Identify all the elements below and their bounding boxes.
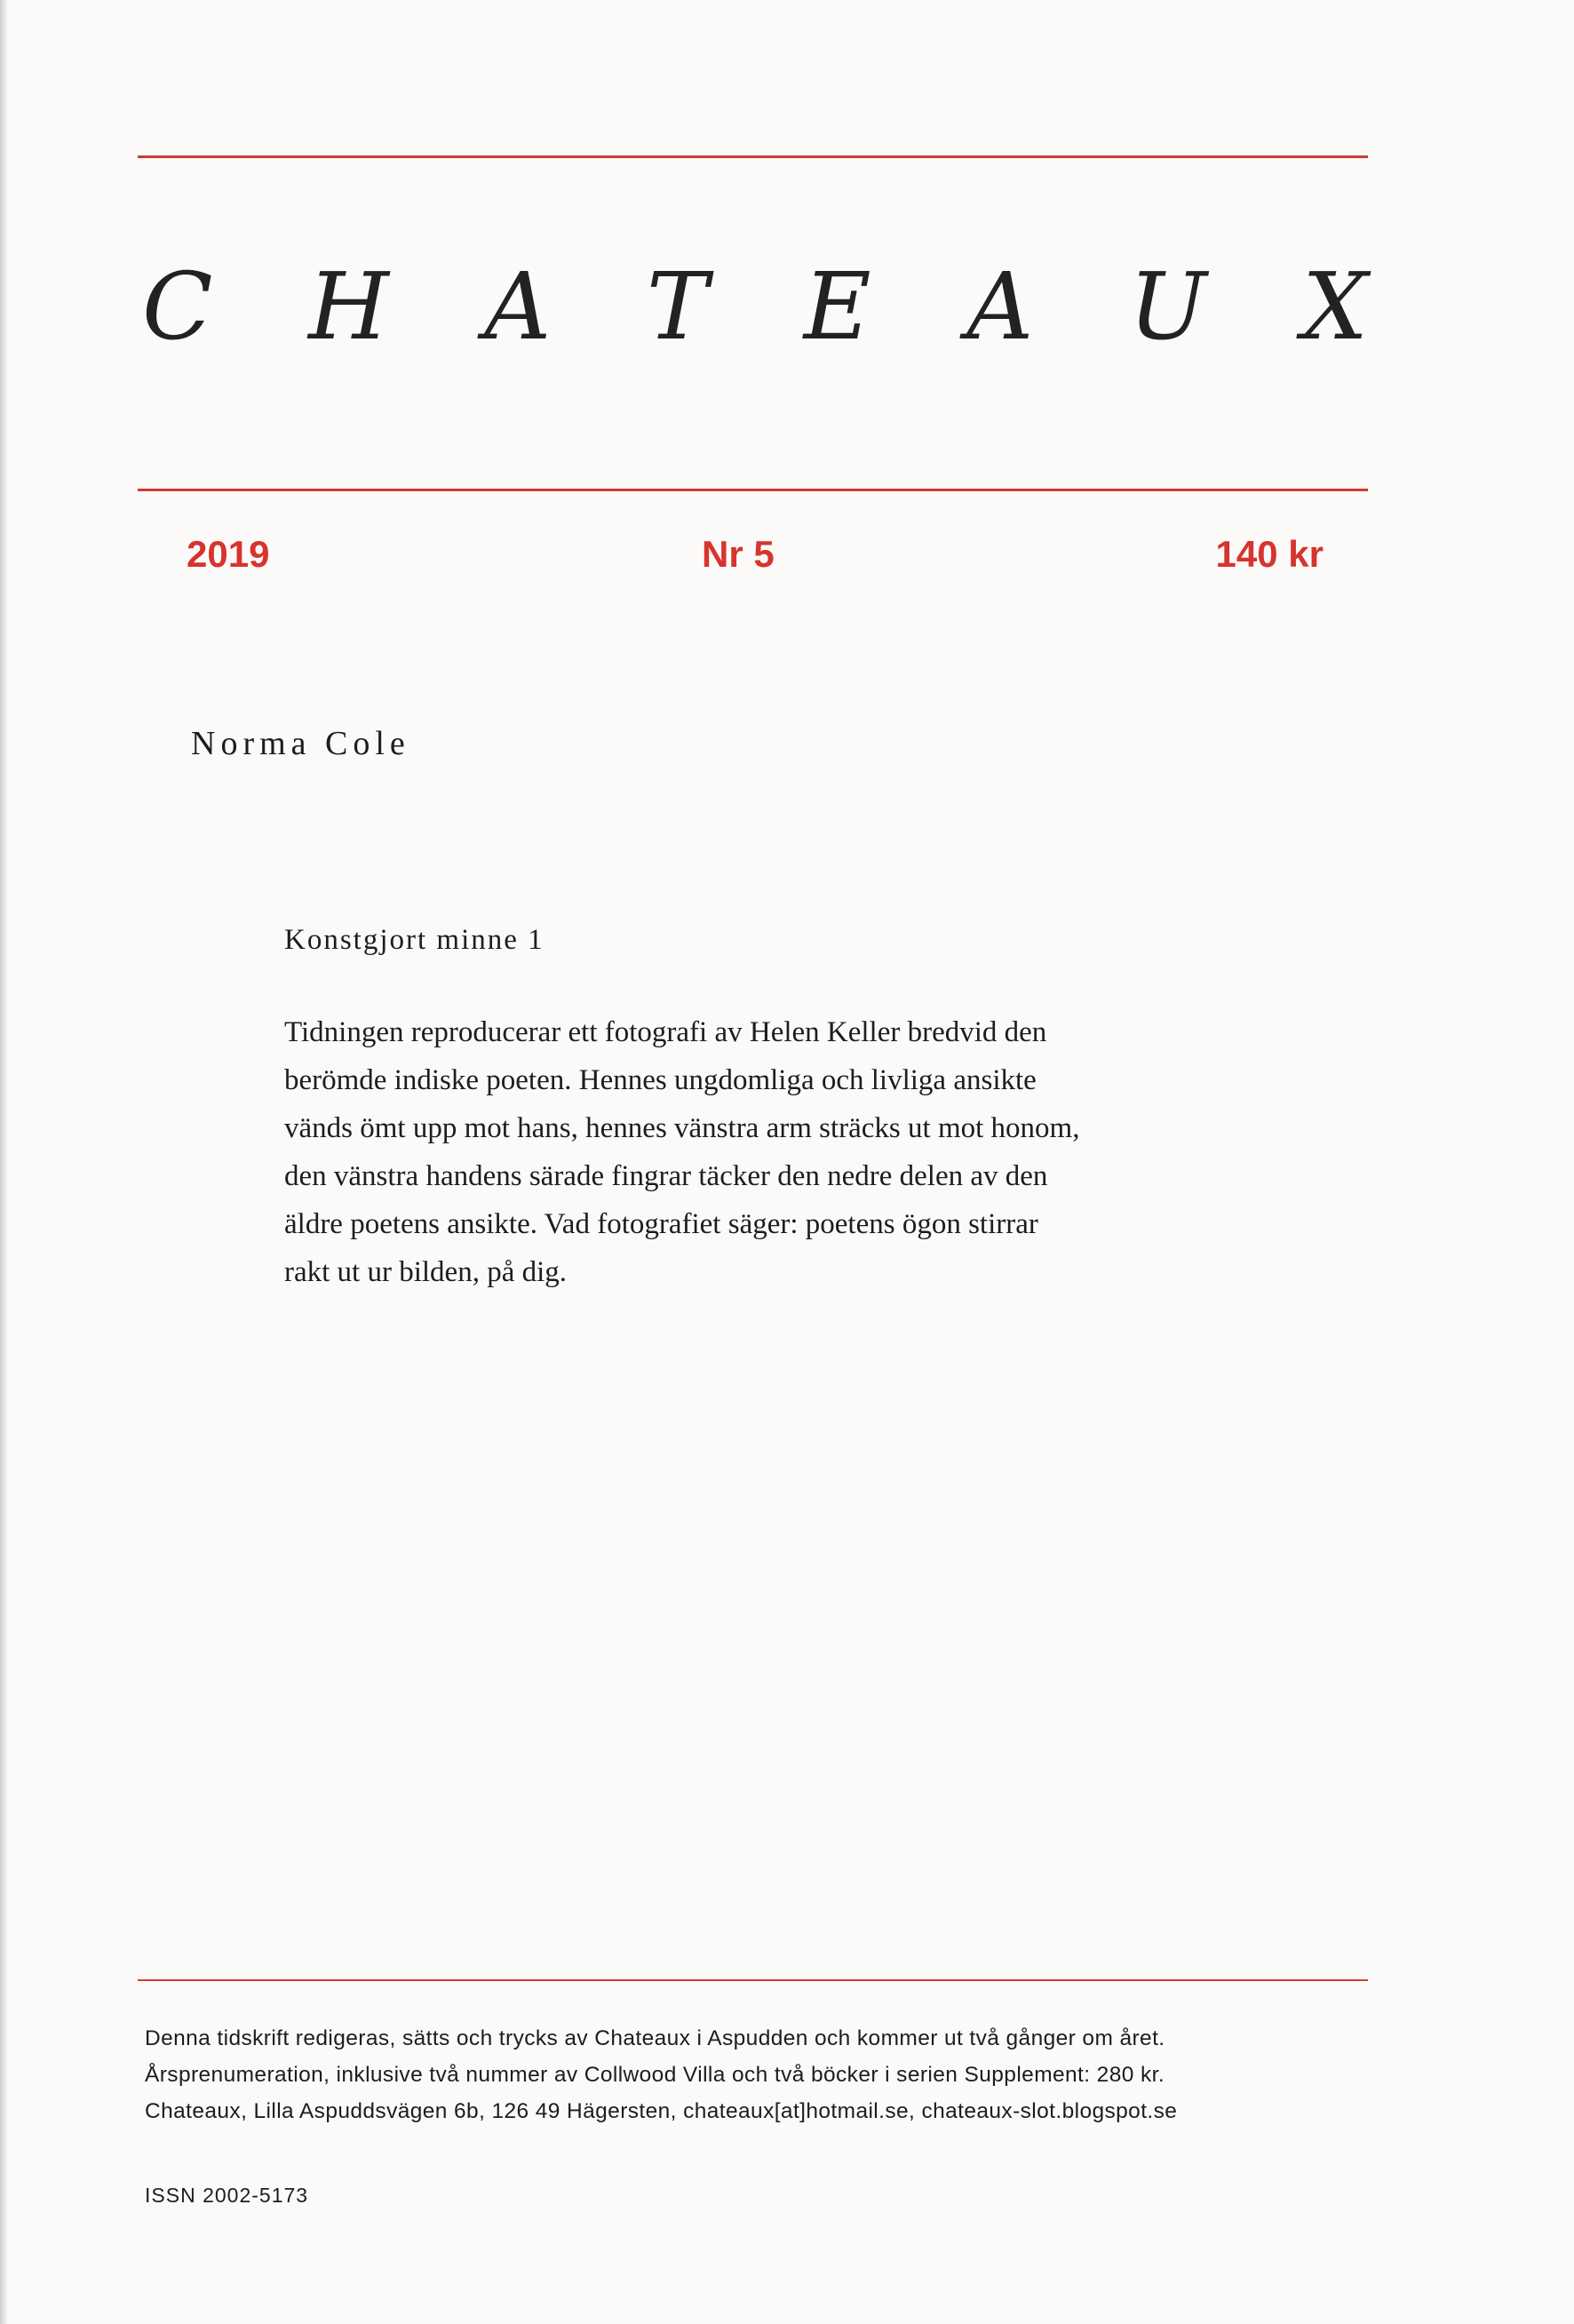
poem-line: den vänstra handens särade fingrar täcker den nedre delen av den: [284, 1160, 1048, 1192]
issue-number: Nr 5: [702, 533, 775, 575]
poem-line: berömde indiske poeten. Hennes ungdomliga och livliga ansikte: [284, 1064, 1037, 1096]
masthead-letter: A: [484, 252, 552, 361]
poem-line: rakt ut ur bilden, på dig.: [284, 1256, 568, 1288]
colophon-rule: [138, 1979, 1368, 1981]
poem-body: [284, 1008, 1226, 1296]
masthead-letter: E: [803, 252, 871, 361]
masthead-letter: X: [1301, 252, 1368, 361]
masthead-letter: U: [1128, 252, 1207, 361]
colophon-line: Årsprenumeration, inklusive två nummer av Collwood Villa och två böcker i serien Supplement: 280 kr.: [145, 2063, 1165, 2087]
masthead-letter: H: [308, 252, 389, 361]
poem-line: vänds ömt upp mot hans, hennes vänstra arm sträcks ut mot honom,: [284, 1112, 1080, 1144]
issue-year: 2019: [187, 533, 270, 575]
issue-info: [187, 533, 1324, 586]
masthead-letter: T: [646, 252, 709, 361]
colophon: [145, 2020, 1388, 2129]
poem-line: äldre poetens ansikte. Vad fotografiet säger: poetens ögon stirrar: [284, 1208, 1038, 1240]
masthead-letter: C: [142, 252, 213, 361]
masthead-bottom-rule: [138, 489, 1368, 491]
poem-line: Tidningen reproducerar ett fotografi av Helen Keller bredvid den: [284, 1016, 1047, 1048]
masthead-letter: A: [966, 252, 1034, 361]
issue-price: 140 kr: [1215, 533, 1324, 575]
masthead-title: [142, 253, 1368, 360]
colophon-line: Denna tidskrift redigeras, sätts och trycks av Chateaux i Aspudden och kommer ut två gånger om året.: [145, 2026, 1165, 2050]
colophon-line: Chateaux, Lilla Aspuddsvägen 6b, 126 49 Hägersten, chateaux[at]hotmail.se, chateaux-slot.blogspot.se: [145, 2099, 1178, 2123]
page-edge: [0, 0, 7, 2324]
top-rule: [138, 155, 1368, 158]
author-name: Norma Cole: [191, 725, 410, 762]
poem-title: Konstgjort minne 1: [284, 924, 545, 956]
issn-number: ISSN 2002-5173: [145, 2184, 309, 2207]
